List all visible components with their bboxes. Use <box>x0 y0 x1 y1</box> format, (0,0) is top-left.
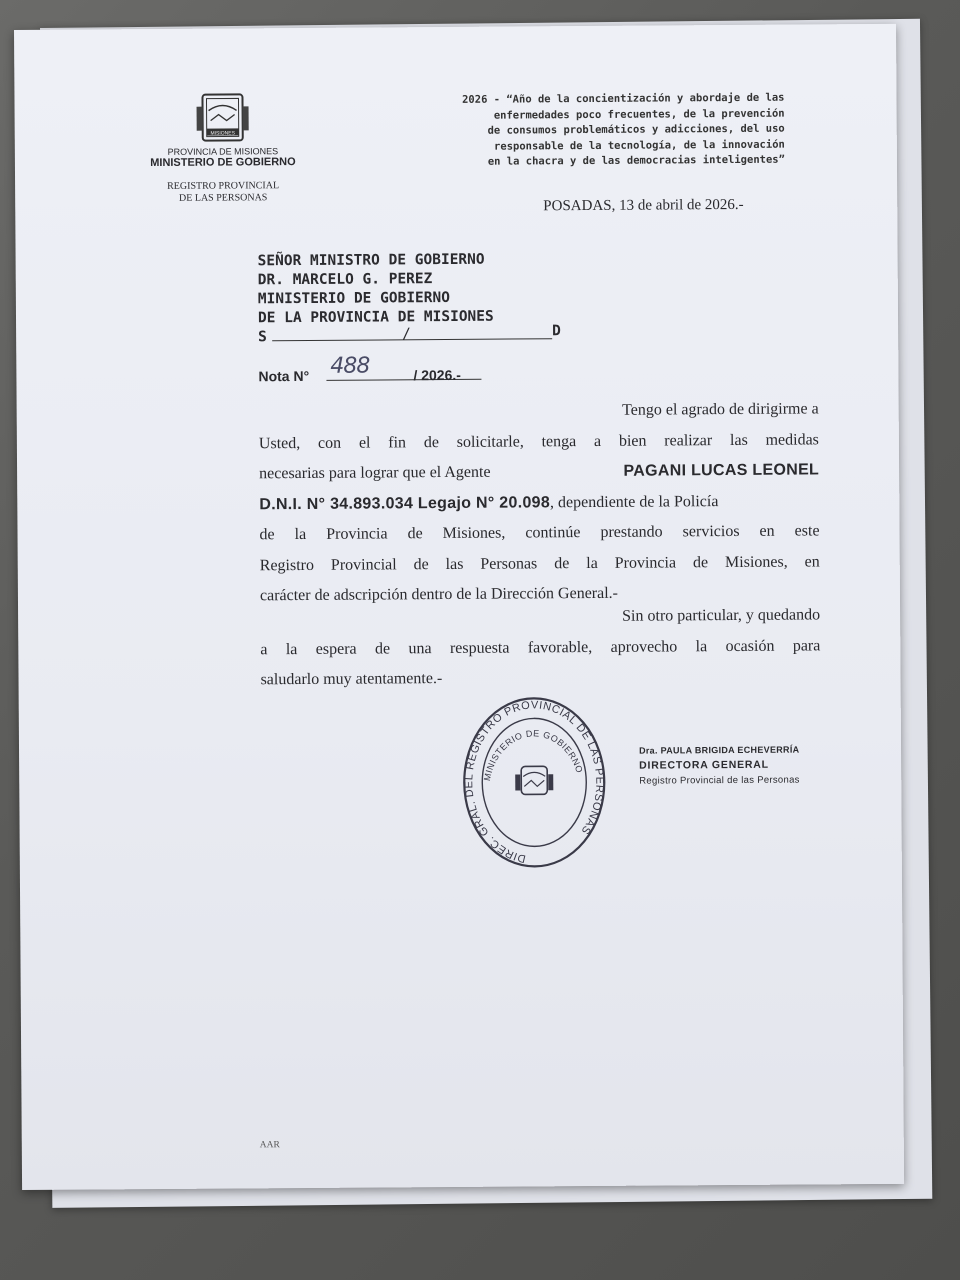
body-line: Usted, con el fin de solicitarle, tenga a bien realizar las medidas <box>258 430 819 452</box>
signatory-org: Registro Provincial de las Personas <box>639 774 800 787</box>
registry-line-2: DE LAS PERSONAS <box>178 192 268 204</box>
note-year: / 2026.- <box>413 366 461 384</box>
agent-id: D.N.I. N° 34.893.034 Legajo N° 20.098 <box>259 493 551 513</box>
motto-line: enfermedades poco frecuentes, de la prevención <box>493 107 785 122</box>
body-line: Tengo el agrado de dirigirme a <box>622 400 819 419</box>
motto-line: de consumos problemáticos y adicciones, del uso <box>487 122 785 137</box>
agent-name: PAGANI LUCAS LEONEL <box>623 461 820 480</box>
document-page <box>14 24 904 1190</box>
stamp-emblem-icon <box>515 766 553 794</box>
body-line: carácter de adscripción dentro de la Dirección General.- <box>259 584 619 605</box>
body-line: de la Provincia de Misiones, continúe prestando servicios en este <box>259 522 820 544</box>
emblem-text: MISIONES <box>210 130 235 137</box>
sd-slash: / <box>402 326 411 343</box>
body-line: a la espera de una respuesta favorable, aprovecho la ocasión para <box>260 636 821 658</box>
sd-underline <box>272 338 552 341</box>
body-paragraph-2 <box>260 600 821 695</box>
note-handwritten-number: 488 <box>330 353 370 379</box>
province-label: PROVINCIA DE MISIONES <box>167 146 279 157</box>
registry-line-1: REGISTRO PROVINCIAL <box>167 180 280 192</box>
signatory-title: DIRECTORA GENERAL <box>639 758 769 772</box>
motto-line: en la chacra y de las democracias inteligentes” <box>487 153 785 168</box>
year-motto <box>412 91 785 171</box>
recipient-line: DR. MARCELO G. PEREZ <box>257 271 433 289</box>
recipient-line: DE LA PROVINCIA DE MISIONES <box>257 308 494 327</box>
date-line: POSADAS, 13 de abril de 2026.- <box>543 196 744 215</box>
recipient-block <box>258 251 494 329</box>
ministry-label: MINISTERIO DE GOBIERNO <box>150 156 296 170</box>
d-label: D <box>552 323 561 340</box>
stamp-inner-text: MINISTERIO DE GOBIERNO <box>481 728 585 782</box>
official-stamp <box>459 694 610 871</box>
stamp-outer-text: DIREC. GRAL. DEL REGISTRO PROVINCIAL DE LAS PERSONAS <box>463 699 606 865</box>
body-line: saludarlo muy atentamente.- <box>260 670 443 689</box>
recipient-line: SEÑOR MINISTRO DE GOBIERNO <box>257 251 485 270</box>
note-label: Nota N° <box>258 367 310 385</box>
motto-line: 2026 - “Año de la concientización y abordaje de las <box>462 91 785 106</box>
body-line: Registro Provincial de las Personas de la Provincia de Misiones, en <box>259 552 820 574</box>
signatory-name: Dra. PAULA BRIGIDA ECHEVERRÍA <box>639 744 800 756</box>
provincial-emblem-icon <box>192 90 252 146</box>
s-label: S <box>258 329 267 346</box>
body-line: Sin otro particular, y quedando <box>622 606 821 625</box>
body-line <box>259 455 819 489</box>
motto-line: responsable de la tecnología, de la innovación <box>493 138 785 153</box>
body-paragraph-1 <box>259 394 820 611</box>
footer-initials: AAR <box>259 1140 280 1151</box>
body-text: , dependiente de la Policía <box>549 492 719 511</box>
body-line <box>259 486 819 520</box>
body-text: necesarias para lograr que el Agente <box>259 463 491 483</box>
recipient-line: MINISTERIO DE GOBIERNO <box>257 289 450 308</box>
